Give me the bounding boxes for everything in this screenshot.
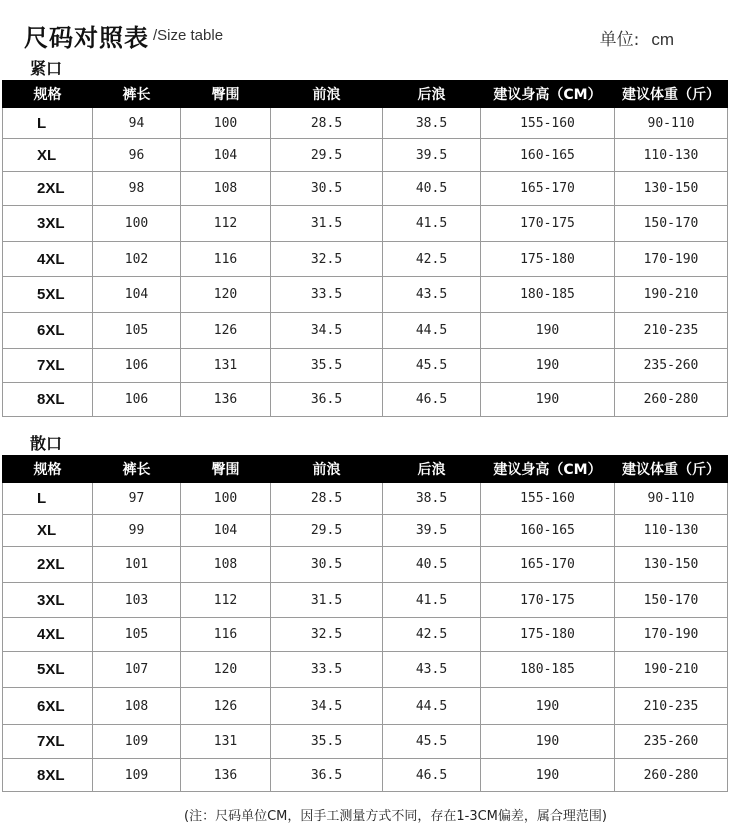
table-row — [3, 383, 728, 417]
table-cell: 235-260 — [615, 725, 728, 759]
table-cell: 103 — [93, 583, 181, 618]
table-cell: 180-185 — [481, 652, 615, 688]
table-cell: 190 — [481, 383, 615, 417]
column-header: 规格 — [3, 456, 93, 483]
table-cell: 38.5 — [383, 108, 481, 139]
table-cell: 105 — [93, 313, 181, 349]
table-cell: 106 — [93, 383, 181, 417]
table-cell: 46.5 — [383, 759, 481, 792]
table-cell: 130-150 — [615, 172, 728, 206]
table-cell: 46.5 — [383, 383, 481, 417]
size-cell: 7XL — [3, 349, 93, 383]
table-cell: 41.5 — [383, 206, 481, 242]
size-cell: 5XL — [3, 277, 93, 313]
size-table-tight — [2, 80, 728, 417]
table-cell: 100 — [181, 483, 271, 515]
table-row — [3, 277, 728, 313]
table-row — [3, 725, 728, 759]
table-header-row — [3, 456, 728, 483]
table-cell: 31.5 — [271, 583, 383, 618]
table-cell: 39.5 — [383, 139, 481, 172]
table-row — [3, 206, 728, 242]
table-cell: 190 — [481, 349, 615, 383]
size-table-loose — [2, 455, 728, 792]
table-cell: 31.5 — [271, 206, 383, 242]
table-cell: 108 — [93, 688, 181, 725]
table-cell: 28.5 — [271, 483, 383, 515]
column-header: 臀围 — [181, 456, 271, 483]
table-cell: 33.5 — [271, 652, 383, 688]
table-cell: 42.5 — [383, 242, 481, 277]
table-row — [3, 652, 728, 688]
table-cell: 260-280 — [615, 383, 728, 417]
table-cell: 170-190 — [615, 242, 728, 277]
table-row — [3, 515, 728, 547]
section-title-tight: 紧口 — [30, 59, 63, 78]
column-header: 裤长 — [93, 456, 181, 483]
page-title: 尺码对照表 — [24, 24, 149, 52]
table-cell: 175-180 — [481, 242, 615, 277]
table-cell: 165-170 — [481, 172, 615, 206]
size-cell: XL — [3, 515, 93, 547]
table-cell: 96 — [93, 139, 181, 172]
table-cell: 32.5 — [271, 242, 383, 277]
table-cell: 42.5 — [383, 618, 481, 652]
table-cell: 170-175 — [481, 206, 615, 242]
table-cell: 30.5 — [271, 172, 383, 206]
column-header: 后浪 — [383, 456, 481, 483]
table-cell: 44.5 — [383, 313, 481, 349]
table-cell: 108 — [181, 547, 271, 583]
size-cell: 4XL — [3, 618, 93, 652]
table-cell: 100 — [93, 206, 181, 242]
table-cell: 40.5 — [383, 547, 481, 583]
column-header: 后浪 — [383, 81, 481, 108]
table-cell: 116 — [181, 242, 271, 277]
size-cell: 8XL — [3, 759, 93, 792]
table-cell: 126 — [181, 688, 271, 725]
table-row — [3, 688, 728, 725]
table-cell: 136 — [181, 383, 271, 417]
table-cell: 36.5 — [271, 383, 383, 417]
size-cell: 7XL — [3, 725, 93, 759]
table-cell: 112 — [181, 206, 271, 242]
table-header-row — [3, 81, 728, 108]
table-cell: 99 — [93, 515, 181, 547]
size-cell: 3XL — [3, 583, 93, 618]
table-cell: 109 — [93, 725, 181, 759]
table-cell: 136 — [181, 759, 271, 792]
table-cell: 30.5 — [271, 547, 383, 583]
unit-value: cm — [651, 30, 674, 49]
table-cell: 34.5 — [271, 313, 383, 349]
table-cell: 29.5 — [271, 139, 383, 172]
size-cell: 6XL — [3, 313, 93, 349]
unit-label: 单位: — [599, 30, 640, 50]
table-cell: 180-185 — [481, 277, 615, 313]
table-row — [3, 242, 728, 277]
table-row — [3, 172, 728, 206]
table-cell: 39.5 — [383, 515, 481, 547]
column-header: 建议身高（CM） — [481, 456, 615, 483]
table-cell: 29.5 — [271, 515, 383, 547]
table-cell: 101 — [93, 547, 181, 583]
section-title-loose: 散口 — [30, 434, 63, 453]
page-subtitle: /Size table — [153, 27, 224, 44]
column-header: 建议体重（斤） — [615, 456, 728, 483]
size-cell: 2XL — [3, 172, 93, 206]
table-row — [3, 583, 728, 618]
size-cell: 2XL — [3, 547, 93, 583]
table-cell: 130-150 — [615, 547, 728, 583]
table-cell: 235-260 — [615, 349, 728, 383]
table-cell: 104 — [181, 139, 271, 172]
size-cell: 8XL — [3, 383, 93, 417]
table-cell: 170-190 — [615, 618, 728, 652]
table-cell: 150-170 — [615, 206, 728, 242]
column-header: 裤长 — [93, 81, 181, 108]
table-cell: 44.5 — [383, 688, 481, 725]
table-cell: 106 — [93, 349, 181, 383]
table-cell: 108 — [181, 172, 271, 206]
table-cell: 160-165 — [481, 515, 615, 547]
table-cell: 190-210 — [615, 652, 728, 688]
table-cell: 190 — [481, 759, 615, 792]
table-cell: 94 — [93, 108, 181, 139]
table-cell: 90-110 — [615, 108, 728, 139]
table-cell: 28.5 — [271, 108, 383, 139]
size-cell: XL — [3, 139, 93, 172]
table-row — [3, 618, 728, 652]
table-cell: 155-160 — [481, 483, 615, 515]
table-cell: 190 — [481, 725, 615, 759]
table-cell: 210-235 — [615, 313, 728, 349]
table-cell: 45.5 — [383, 725, 481, 759]
table-cell: 40.5 — [383, 172, 481, 206]
table-cell: 131 — [181, 725, 271, 759]
table-cell: 116 — [181, 618, 271, 652]
table-cell: 190 — [481, 688, 615, 725]
column-header: 规格 — [3, 81, 93, 108]
table-row — [3, 483, 728, 515]
table-cell: 110-130 — [615, 515, 728, 547]
table-row — [3, 139, 728, 172]
column-header: 前浪 — [271, 81, 383, 108]
table-cell: 112 — [181, 583, 271, 618]
table-cell: 43.5 — [383, 277, 481, 313]
table-cell: 110-130 — [615, 139, 728, 172]
table-cell: 165-170 — [481, 547, 615, 583]
table-row — [3, 349, 728, 383]
table-cell: 90-110 — [615, 483, 728, 515]
table-cell: 97 — [93, 483, 181, 515]
footnote: (注：尺码单位CM，因手工测量方式不同，存在1-3CM偏差，属合理范围) — [184, 809, 607, 824]
table-cell: 35.5 — [271, 349, 383, 383]
table-row — [3, 313, 728, 349]
size-cell: L — [3, 483, 93, 515]
column-header: 建议身高（CM） — [481, 81, 615, 108]
table-cell: 100 — [181, 108, 271, 139]
table-cell: 150-170 — [615, 583, 728, 618]
table-cell: 120 — [181, 652, 271, 688]
table-cell: 126 — [181, 313, 271, 349]
size-cell: 4XL — [3, 242, 93, 277]
table-cell: 190 — [481, 313, 615, 349]
table-cell: 155-160 — [481, 108, 615, 139]
table-cell: 34.5 — [271, 688, 383, 725]
table-row — [3, 108, 728, 139]
column-header: 建议体重（斤） — [615, 81, 728, 108]
table-cell: 102 — [93, 242, 181, 277]
table-cell: 35.5 — [271, 725, 383, 759]
table-cell: 38.5 — [383, 483, 481, 515]
table-cell: 109 — [93, 759, 181, 792]
table-cell: 98 — [93, 172, 181, 206]
table-cell: 104 — [181, 515, 271, 547]
table-row — [3, 759, 728, 792]
size-cell: L — [3, 108, 93, 139]
size-cell: 5XL — [3, 652, 93, 688]
table-cell: 160-165 — [481, 139, 615, 172]
column-header: 前浪 — [271, 456, 383, 483]
table-row — [3, 547, 728, 583]
table-cell: 175-180 — [481, 618, 615, 652]
table-cell: 190-210 — [615, 277, 728, 313]
column-header: 臀围 — [181, 81, 271, 108]
size-cell: 3XL — [3, 206, 93, 242]
table-cell: 131 — [181, 349, 271, 383]
table-cell: 107 — [93, 652, 181, 688]
table-cell: 105 — [93, 618, 181, 652]
table-cell: 170-175 — [481, 583, 615, 618]
table-cell: 45.5 — [383, 349, 481, 383]
table-cell: 120 — [181, 277, 271, 313]
table-cell: 210-235 — [615, 688, 728, 725]
table-cell: 32.5 — [271, 618, 383, 652]
table-cell: 104 — [93, 277, 181, 313]
unit-indicator — [600, 25, 674, 50]
table-cell: 260-280 — [615, 759, 728, 792]
table-cell: 43.5 — [383, 652, 481, 688]
table-cell: 33.5 — [271, 277, 383, 313]
table-cell: 36.5 — [271, 759, 383, 792]
table-cell: 41.5 — [383, 583, 481, 618]
size-cell: 6XL — [3, 688, 93, 725]
